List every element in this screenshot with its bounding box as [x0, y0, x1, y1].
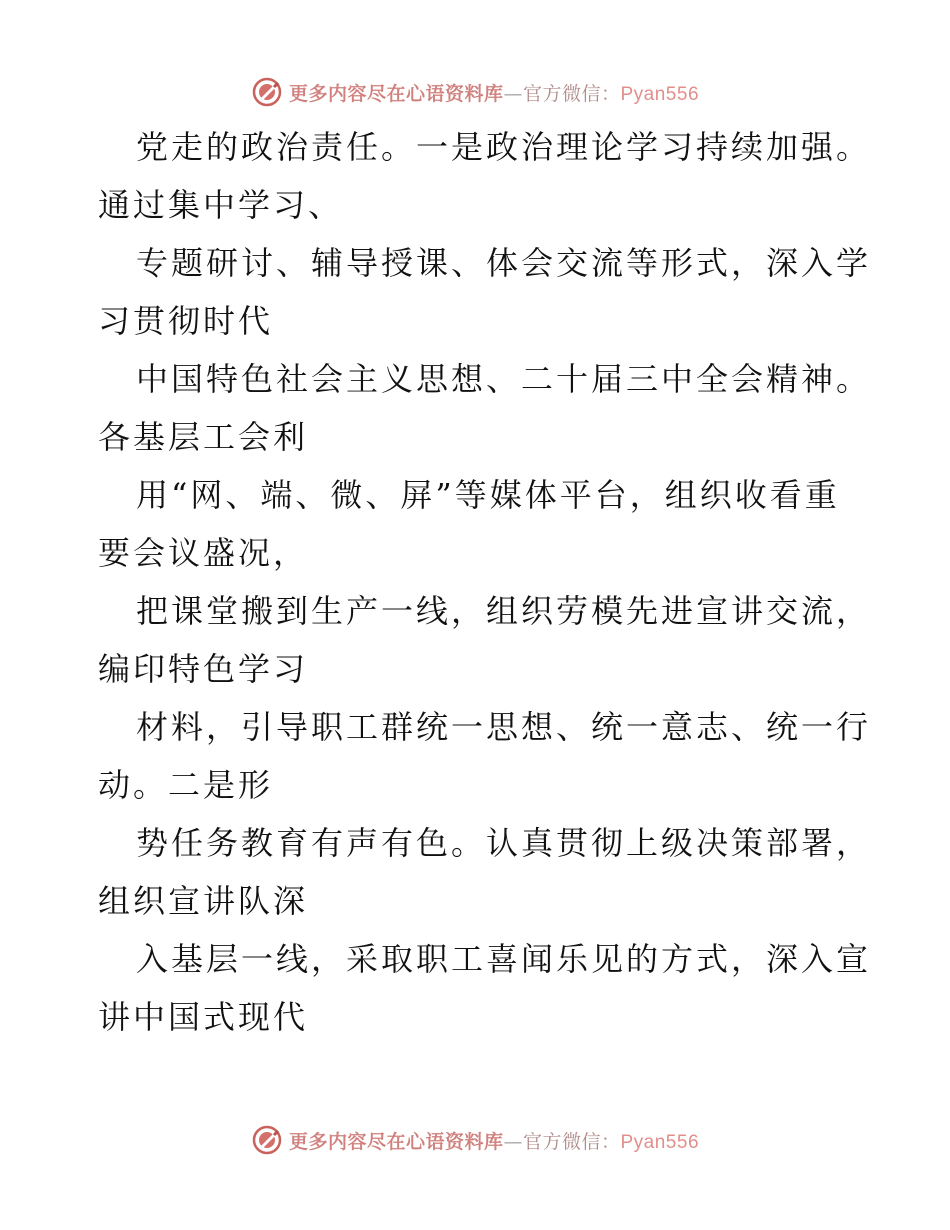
- watermark-wechat-label: 官方微信：: [522, 1130, 621, 1153]
- text-line: 材料，引导职工群统一思想、统一意志、统一行: [136, 708, 872, 746]
- watermark-text: [289, 1127, 699, 1154]
- watermark-site-name: 更多内容尽在心语资料库: [288, 1130, 504, 1153]
- text-line: 专题研讨、辅导授课、体会交流等形式，深入学: [136, 244, 872, 282]
- text-line: 把课堂搬到生产一线，组织劳模先进宣讲交流，: [136, 592, 872, 630]
- pen-logo-icon: [251, 76, 283, 108]
- text-line: 入基层一线，采取职工喜闻乐见的方式，深入宣: [136, 940, 872, 978]
- text-line: 习贯彻时代: [98, 302, 274, 340]
- watermark-wechat-id: Pyan556: [620, 1131, 700, 1153]
- watermark-separator: —: [503, 1130, 523, 1153]
- watermark-separator: —: [503, 82, 523, 105]
- document-body: [98, 118, 872, 1046]
- text-line: 讲中国式现代: [98, 998, 309, 1036]
- text-line: 势任务教育有声有色。认真贯彻上级决策部署，: [136, 824, 872, 862]
- pen-logo-icon: [251, 1124, 283, 1156]
- text-line: 编印特色学习: [98, 650, 309, 688]
- text-line: 组织宣讲队深: [98, 882, 309, 920]
- watermark-site-name: 更多内容尽在心语资料库: [288, 82, 504, 105]
- watermark-wechat-label: 官方微信：: [522, 82, 621, 105]
- watermark-header: [0, 72, 950, 112]
- text-line: 动。二是形: [98, 766, 274, 804]
- watermark-wechat-id: Pyan556: [620, 83, 700, 105]
- text-line: 中国特色社会主义思想、二十届三中全会精神。: [136, 360, 872, 398]
- text-line: 党走的政治责任。一是政治理论学习持续加强。: [136, 128, 872, 166]
- text-line: 用“网、端、微、屏”等媒体平台，组织收看重: [136, 476, 840, 514]
- text-line: 各基层工会利: [98, 418, 309, 456]
- text-line: 通过集中学习、: [98, 186, 344, 224]
- text-line: 要会议盛况，: [98, 534, 309, 572]
- watermark-footer: [0, 1120, 950, 1160]
- watermark-text: [289, 79, 699, 106]
